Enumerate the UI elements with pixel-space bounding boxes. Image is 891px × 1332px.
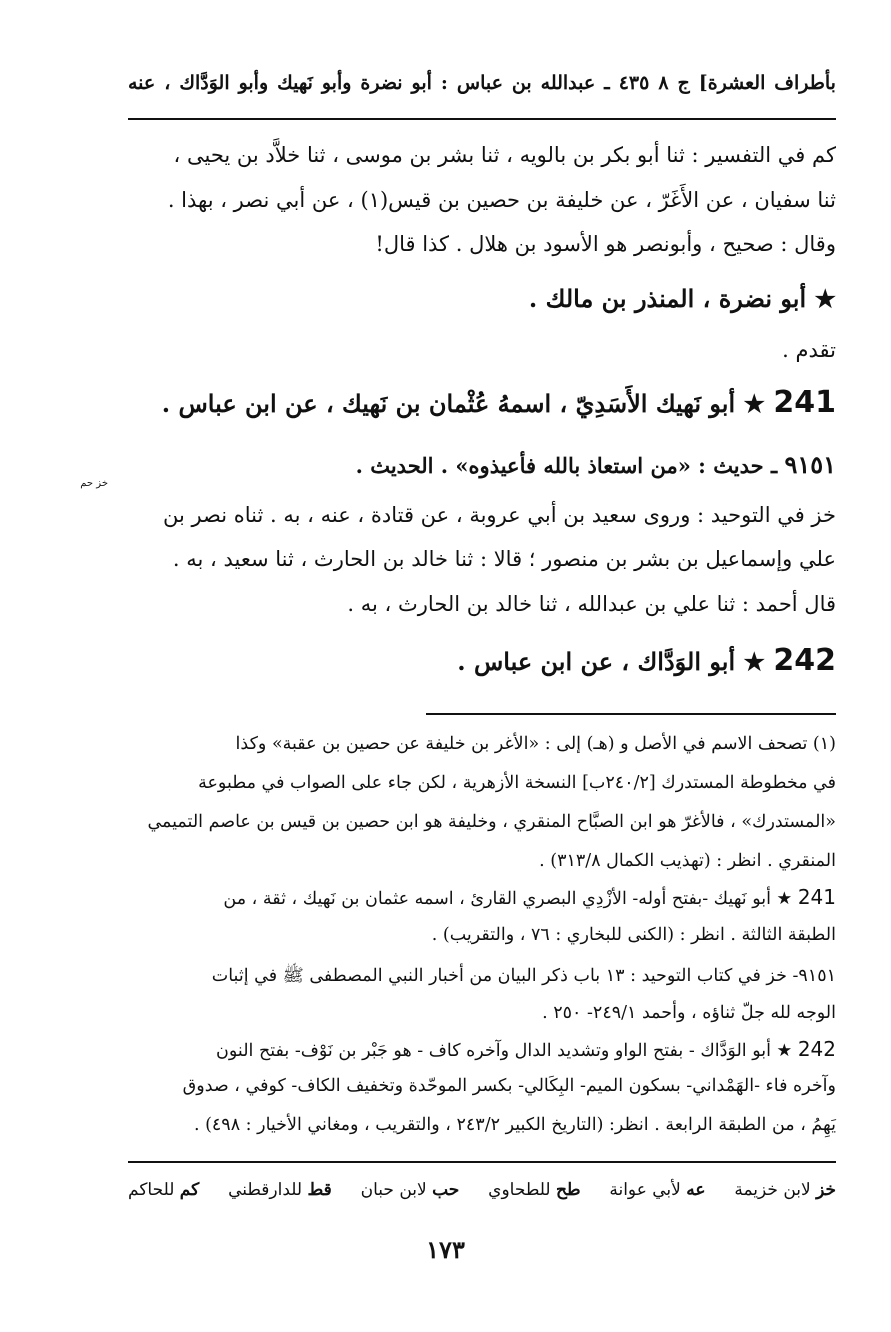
footnote-242-line-1	[216, 1037, 836, 1061]
hadith-9151	[356, 450, 836, 479]
entry-241-number: 241	[773, 385, 836, 420]
text-line-6: قال أحمد : ثنا علي بن عبدالله ، ثنا خالد بن الحارث ، به .	[347, 592, 836, 616]
entry-242	[457, 643, 836, 678]
abbreviation-item: حب لابن حبان	[360, 1180, 460, 1200]
text-line-2: ثنا سفيان ، عن الأَغَرّ ، عن خليفة بن حصين بن قيس(١) ، عن أبي نصر ، بهذا .	[167, 188, 836, 212]
text-line-3: وقال : صحيح ، وأبونصر هو الأسود بن هلال . كذا قال!	[375, 232, 836, 256]
footnote-242-text: ★ أبو الوَدَّاك - بفتح الواو وتشديد الدال وآخره كاف - هو جَبْر بن نَوْف- بفتح النون	[216, 1041, 793, 1061]
entry-241-text: ★ أبو نَهيك الأَسَدِيّ ، اسمهُ عُثْمان بن نَهيك ، عن ابن عباس .	[161, 389, 766, 418]
text-line-1: كم في التفسير : ثنا أبو بكر بن بالويه ، ثنا بشر بن موسى ، ثنا خلاَّد بن يحيى ،	[173, 143, 836, 167]
footnote-1-line-3: «المستدرك» ، فالأغرّ هو ابن الصبَّاح المنقري ، وخليفة هو ابن حصين بن قيس بن عاصم التميمي	[147, 812, 836, 832]
page-number: ١٧٣	[426, 1235, 465, 1264]
entry-241	[162, 385, 836, 420]
footnote-1-line-1: (١) تصحف الاسم في الأصل و (هـ) إلى : «الأغر بن خليفة عن حصين بن عقبة» وكذا	[235, 734, 836, 754]
footnote-1-line-2: في مخطوطة المستدرك [٢٤٠/٢ب] النسخة الأزهرية ، لكن جاء على الصواب في مطبوعة	[198, 773, 836, 793]
entry-242-number: 242	[773, 643, 836, 678]
footnote-241-line-2: الطبقة الثالثة . انظر : (الكنى للبخاري : ٧٦ ، والتقريب) .	[431, 925, 836, 945]
text-line-5: علي وإسماعيل بن بشر بن منصور ؛ قالا : ثنا خالد بن الحارث ، ثنا سعيد ، به .	[172, 547, 836, 571]
running-header: بأطراف العشرة] ج ٨ ٤٣٥ ـ عبدالله بن عباس : أبو نضرة وأبو نَهيك وأبو الوَدَّاك ، عنه	[128, 72, 836, 94]
footnote-1-line-4: المنقري . انظر : (تهذيب الكمال ٣١٣/٨) .	[539, 851, 836, 871]
text-line-4: خز في التوحيد : وروى سعيد بن أبي عروبة ، عن قتادة ، عنه ، به . ثناه نصر بن	[162, 503, 836, 527]
entry-abu-nadra: ★ أبو نضرة ، المنذر بن مالك .	[528, 284, 836, 313]
abbreviation-item: كم للحاكم	[128, 1180, 200, 1200]
abbreviation-item: قط للدارقطني	[228, 1180, 332, 1200]
hadith-number: ٩١٥١	[784, 450, 836, 479]
footnote-241-line-1	[223, 885, 836, 909]
footnote-separator	[426, 713, 836, 715]
footnote-242-number: 242	[797, 1037, 836, 1061]
footnote-242-line-2: وآخره فاء -الهَمْداني- بسكون الميم- البِكَالي- بكسر الموحّدة وتخفيف الكاف- كوفي ، صدوق	[182, 1076, 836, 1096]
abbreviation-item: طح للطحاوي	[488, 1180, 581, 1200]
hadith-text: ـ حديث : «من استعاذ بالله فأعيذوه» . الحديث .	[355, 453, 778, 478]
abbreviations-legend	[128, 1180, 836, 1200]
abbreviation-item: عه لأبي عوانة	[609, 1180, 706, 1200]
footnote-241-text: ★ أبو نَهيك -بفتح أوله- الأزْدِي البصري القارئ ، اسمه عثمان بن نَهيك ، ثقة ، من	[223, 889, 793, 909]
footnote-9151-line-2: الوجه لله جلّ ثناؤه ، وأحمد ٢٤٩/١- ٢٥٠ .	[542, 1003, 836, 1023]
margin-note: خز حم	[80, 478, 108, 489]
entry-242-text: ★ أبو الوَدَّاك ، عن ابن عباس .	[457, 647, 766, 676]
taqaddam-note: تقدم .	[782, 338, 836, 362]
footnote-241-number: 241	[797, 885, 836, 909]
abbreviations-rule	[128, 1161, 836, 1163]
footnote-9151-line-1: ٩١٥١- خز في كتاب التوحيد : ١٣ باب ذكر البيان من أخبار النبي المصطفى ﷺ في إثبات	[211, 966, 836, 986]
abbreviation-item: خز لابن خزيمة	[734, 1180, 836, 1200]
footnote-242-line-3: يَهِمُ ، من الطبقة الرابعة . انظر: (التاريخ الكبير ٢٤٣/٢ ، والتقريب ، ومغاني الأخيار : ٤٩٨) .	[193, 1115, 836, 1135]
header-rule	[128, 118, 836, 120]
